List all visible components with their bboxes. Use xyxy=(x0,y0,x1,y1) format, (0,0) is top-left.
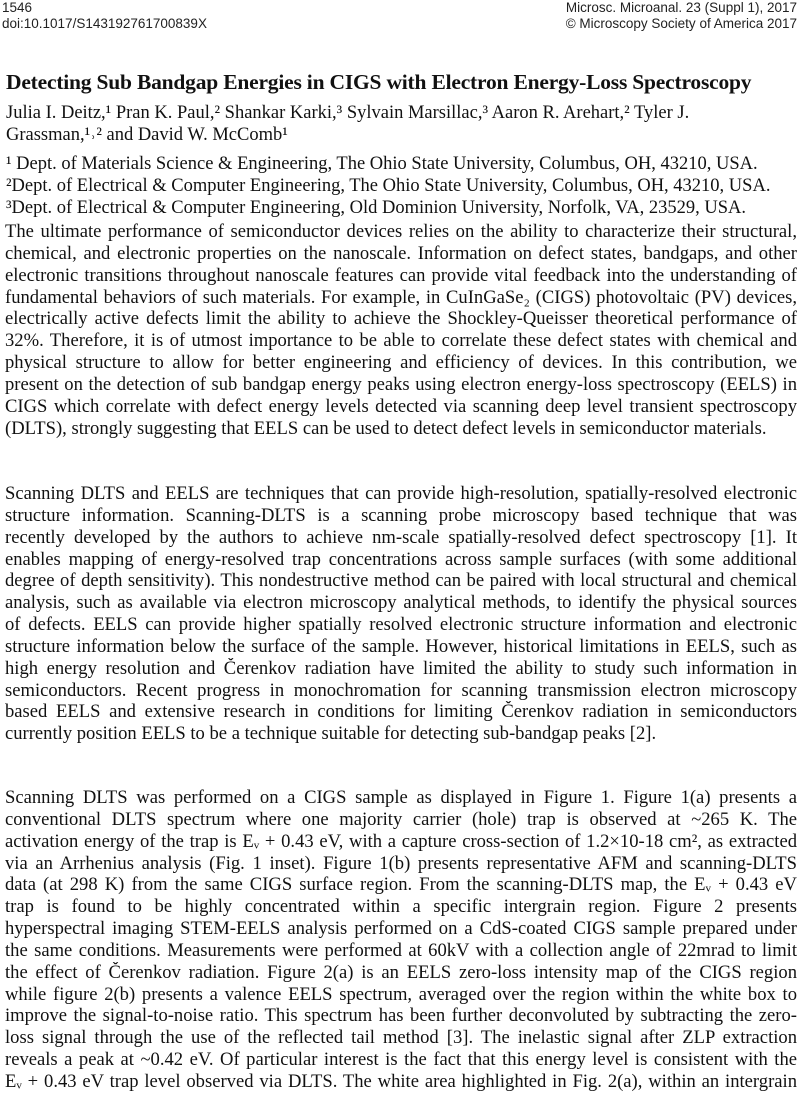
text-line: semiconductors. Recent progress in monochromation for scanning transmission electron microscopy xyxy=(5,679,797,701)
text-line: the effect of Čerenkov radiation. Figure 2(a) is an EELS zero-loss intensity map of the CIGS region xyxy=(5,961,797,983)
paragraph-techniques xyxy=(5,483,797,745)
page-header-left xyxy=(2,0,207,32)
text-line: via an Arrhenius analysis (Fig. 1 inset). Figure 1(b) presents representative AFM and scanning-DLTS xyxy=(5,852,797,874)
text-line: electronic transitions throughout nanoscale features can provide vital feedback into the understanding of xyxy=(5,264,797,286)
paragraph-introduction xyxy=(5,221,797,439)
text-line: fundamental behaviors of such materials. For example, in CuInGaSe₂ (CIGS) photovoltaic (PV) devices, xyxy=(5,286,797,308)
text-line: structure information. Scanning-DLTS is a scanning probe microscopy based technique that was xyxy=(5,504,797,526)
page-number: 1546 xyxy=(2,0,33,15)
paper-title: Detecting Sub Bandgap Energies in CIGS with Electron Energy-Loss Spectroscopy xyxy=(6,70,752,94)
page-header-right xyxy=(566,0,797,32)
text-line: Eᵥ + 0.43 eV trap level observed via DLTS. The white area highlighted in Fig. 2(a), within an intergrain xyxy=(5,1070,797,1092)
affiliation: ¹ Dept. of Materials Science & Engineering, The Ohio State University, Columbus, OH, 43210, USA. xyxy=(6,154,758,174)
text-line: degree of depth sensitivity). This nondestructive method can be paired with local structural and chemical xyxy=(5,570,797,592)
text-line: currently position EELS to be a technique suitable for detecting sub-bandgap peaks [2]. xyxy=(5,723,657,745)
text-line: electrically active defects limit the ability to achieve the Shockley-Queisser theoretical performance of xyxy=(5,308,797,330)
text-line: physical structure to allow for better engineering and efficiency of devices. In this contribution, we xyxy=(5,352,797,374)
text-line: analysis, such as available via electron microscopy analytical methods, to identify the physical sources xyxy=(5,592,797,614)
text-line: while figure 2(b) presents a valence EELS spectrum, averaged over the region within the white box to xyxy=(5,983,797,1005)
text-line: The ultimate performance of semiconductor devices relies on the ability to characterize their structural, xyxy=(5,221,797,242)
text-line: based EELS and extensive research in conditions for limiting Čerenkov radiation in semiconductors xyxy=(5,701,797,723)
doi: doi:10.1017/S143192761700839X xyxy=(2,16,207,31)
paragraph-results xyxy=(5,787,797,1093)
author-line: Grassman,¹˒² and David W. McComb¹ xyxy=(6,125,288,145)
text-line: loss signal through the use of the reflected tail method [3]. The inelastic signal after ZLP extraction xyxy=(5,1027,797,1049)
text-line: enables mapping of energy-resolved trap concentrations across sample surfaces (with some additional xyxy=(5,548,797,570)
text-line: high energy resolution and Čerenkov radiation have limited the ability to study such information in xyxy=(5,657,797,679)
text-line: conventional DLTS spectrum where one majority carrier (hole) trap is observed at ~265 K. The xyxy=(5,808,797,830)
text-line: (DLTS), strongly suggesting that EELS can be used to detect defect levels in semiconductor materials. xyxy=(5,417,767,439)
text-line: hyperspectral imaging STEM-EELS analysis performed on a CdS-coated CIGS sample prepared under xyxy=(5,918,797,940)
text-line: Scanning DLTS was performed on a CIGS sample as displayed in Figure 1. Figure 1(a) presents a xyxy=(5,787,797,808)
text-line: activation energy of the trap is Eᵥ + 0.43 eV, with a capture cross-section of 1.2×10-18 cm², as extracted xyxy=(5,830,797,852)
text-line: CIGS which correlate with defect energy levels detected via scanning deep level transient spectroscopy xyxy=(5,395,797,417)
affiliation: ³Dept. of Electrical & Computer Engineering, Old Dominion University, Norfolk, VA, 23529, USA. xyxy=(6,198,746,218)
affiliations xyxy=(6,153,796,219)
affiliation: ²Dept. of Electrical & Computer Engineering, The Ohio State University, Columbus, OH, 43210, USA. xyxy=(6,176,771,196)
text-line: Scanning DLTS and EELS are techniques that can provide high-resolution, spatially-resolved electronic xyxy=(5,483,797,504)
journal-citation: Microsc. Microanal. 23 (Suppl 1), 2017 xyxy=(565,0,797,15)
text-line: the same conditions. Measurements were performed at 60kV with a collection angle of 22mrad to limit xyxy=(5,939,797,961)
text-line: structure information below the surface of the sample. However, historical limitations in EELS, such as xyxy=(5,635,797,657)
author-line: Julia I. Deitz,¹ Pran K. Paul,² Shankar Karki,³ Sylvain Marsillac,³ Aaron R. Arehart,² Tyler J. xyxy=(6,103,690,123)
text-line: chemical, and electronic properties on the nanoscale. Information on defect states, bandgaps, and other xyxy=(5,242,797,264)
text-line: trap is found to be highly concentrated within a specific intergrain region. Figure 2 presents xyxy=(5,896,797,918)
text-line: data (at 298 K) from the same CIGS surface region. From the scanning-DLTS map, the Eᵥ + 0.43 eV xyxy=(5,874,797,896)
text-line: improve the signal-to-noise ratio. This spectrum has been further deconvoluted by subtracting the zero- xyxy=(5,1005,797,1027)
text-line: 32%. Therefore, it is of utmost importance to be able to correlate these defect states with chemical and xyxy=(5,330,797,352)
author-list xyxy=(6,102,796,146)
text-line: present on the detection of sub bandgap energy peaks using electron energy-loss spectroscopy (EELS) in xyxy=(5,373,797,395)
text-line: of defects. EELS can provide higher spatially resolved electronic structure information and electronic xyxy=(5,614,797,636)
text-line: reveals a peak at ~0.42 eV. Of particular interest is the fact that this energy level is consistent with the xyxy=(5,1049,797,1071)
copyright: © Microscopy Society of America 2017 xyxy=(565,16,797,31)
text-line: recently developed by the authors to achieve nm-scale spatially-resolved defect spectroscopy [1]. It xyxy=(5,526,797,548)
